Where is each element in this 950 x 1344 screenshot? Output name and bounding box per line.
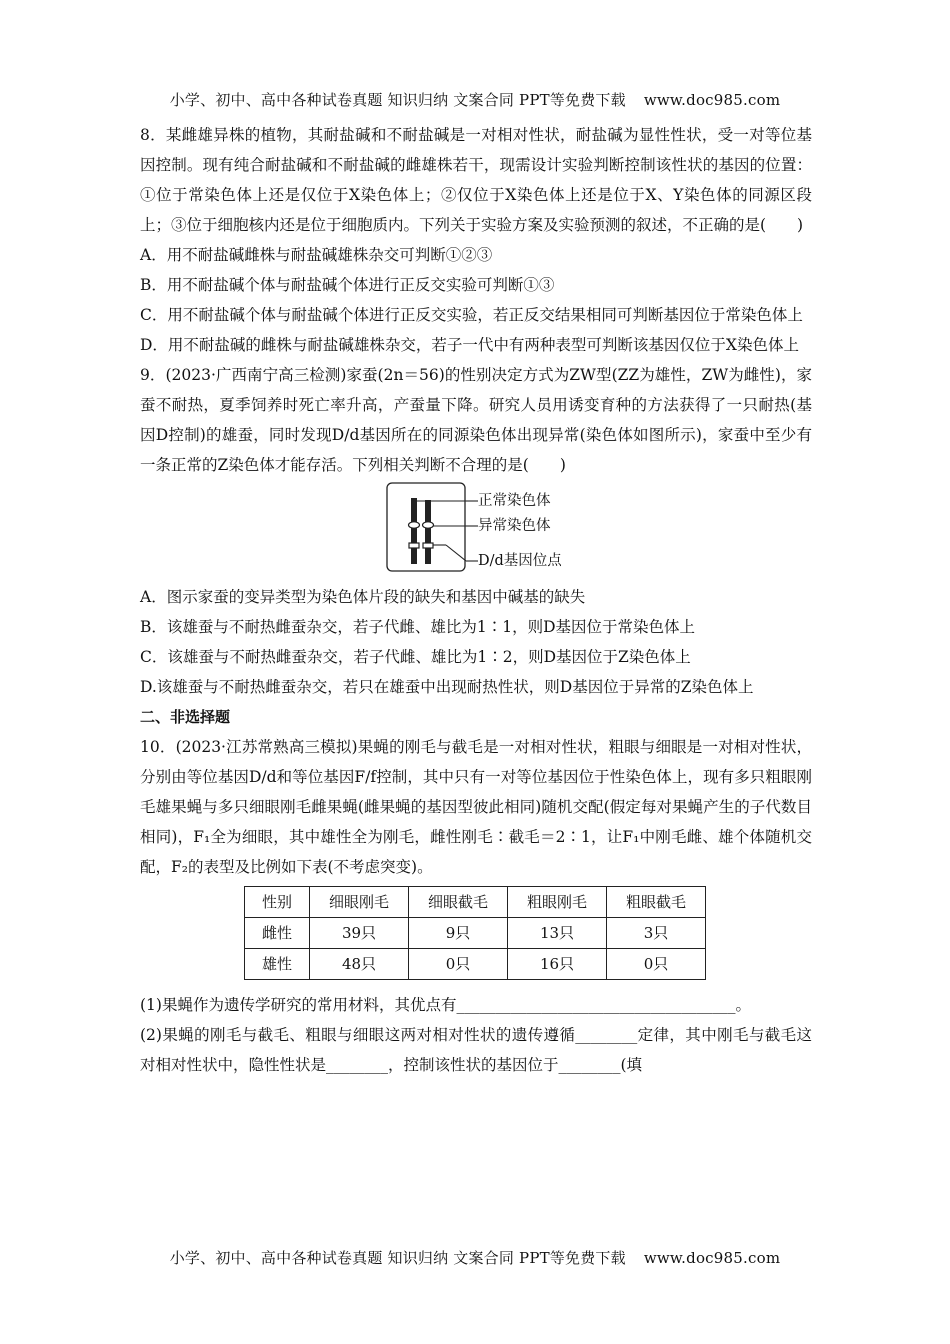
header-text: 小学、初中、高中各种试卷真题 知识归纳 文案合同 PPT等免费下载 bbox=[169, 91, 626, 109]
page-header bbox=[0, 89, 950, 110]
table-row bbox=[245, 918, 706, 949]
table-header-cell: 粗眼截毛 bbox=[607, 887, 706, 918]
label-abnormal-chromosome: 异常染色体 bbox=[478, 518, 551, 534]
abnormal-locus-band bbox=[423, 543, 433, 548]
abnormal-centromere bbox=[423, 522, 434, 528]
table-cell: 0只 bbox=[607, 949, 706, 980]
table-row bbox=[245, 949, 706, 980]
table-header-cell: 性别 bbox=[245, 887, 310, 918]
table-cell: 3只 bbox=[607, 918, 706, 949]
table-cell: 13只 bbox=[508, 918, 607, 949]
chromosome-diagram bbox=[386, 482, 466, 572]
q8-option-c: C．用不耐盐碱个体与耐盐碱个体进行正反交实验，若正反交结果相同可判断基因位于常染色体上 bbox=[140, 306, 803, 324]
q9-option-b: B．该雄蚕与不耐热雌蚕杂交，若子代雌、雄比为1∶1，则D基因位于常染色体上 bbox=[140, 618, 696, 636]
q8-option-a: A．用不耐盐碱雌株与耐盐碱雄株杂交可判断①②③ bbox=[140, 246, 493, 264]
table-header-row bbox=[245, 887, 706, 918]
q8-stem: 8．某雌雄异株的植物，其耐盐碱和不耐盐碱是一对相对性状，耐盐碱为显性性状，受一对等位基因控制。现有纯合耐盐碱和不耐盐碱的雌雄株若干，现需设计实验判断控制该性状的基因的位置：①位于常染色体上还是仅位于X染色体上；②仅位于X染色体上还是位于X、Y染色体的同源区段上；③位于细胞核内还是位于细胞质内。下列关于实验方案及实验预测的叙述，不正确的是( ) bbox=[140, 126, 812, 234]
table-cell: 雌性 bbox=[245, 918, 310, 949]
table-cell: 0只 bbox=[409, 949, 508, 980]
page-content bbox=[140, 120, 812, 1080]
q10-subquestion-2: (2)果蝇的刚毛与截毛、粗眼与细眼这两对相对性状的遗传遵循________定律，其中刚毛与截毛这对相对性状中，隐性性状是________，控制该性状的基因位于________(填 bbox=[140, 1026, 812, 1074]
q10-subquestion-1: (1)果蝇作为遗传学研究的常用材料，其优点有____________________________________。 bbox=[140, 996, 751, 1014]
q8-option-b: B．用不耐盐碱个体与耐盐碱个体进行正反交实验可判断①③ bbox=[140, 276, 555, 294]
q10-stem: 10．(2023·江苏常熟高三模拟)果蝇的刚毛与截毛是一对相对性状，粗眼与细眼是一对相对性状，分别由等位基因D/d和等位基因F/f控制，其中只有一对等位基因位于性染色体上，现有多只粗眼刚毛雄果蝇与多只细眼刚毛雌果蝇(雌果蝇的基因型彼此相同)随机交配(假定每对果蝇产生的子代数目相同)，F₁全为细眼，其中雄性全为刚毛，雌性刚毛∶截毛＝2∶1，让F₁中刚毛雌、雄个体随机交配，F₂的表型及比例如下表(不考虑突变)。 bbox=[140, 738, 812, 876]
table-header-cell: 细眼刚毛 bbox=[310, 887, 409, 918]
q9-option-c: C．该雄蚕与不耐热雌蚕杂交，若子代雌、雄比为1∶2，则D基因位于Z染色体上 bbox=[140, 648, 691, 666]
header-site: www.doc985.com bbox=[643, 91, 781, 109]
q9-stem: 9．(2023·广西南宁高三检测)家蚕(2n＝56)的性别决定方式为ZW型(ZZ为雄性，ZW为雌性)，家蚕不耐热，夏季饲养时死亡率升高，产蚕量下降。研究人员用诱变育种的方法获得了一只耐热(基因D控制)的雄蚕，同时发现D/d基因所在的同源染色体出现异常(染色体如图所示)，家蚕中至少有一条正常的Z染色体才能存活。下列相关判断不合理的是( ) bbox=[140, 366, 812, 474]
q9-option-a: A．图示家蚕的变异类型为染色体片段的缺失和基因中碱基的缺失 bbox=[140, 588, 586, 606]
page-footer bbox=[0, 1247, 950, 1268]
normal-locus-band bbox=[409, 543, 419, 548]
table-cell: 16只 bbox=[508, 949, 607, 980]
table-cell: 39只 bbox=[310, 918, 409, 949]
table-cell: 48只 bbox=[310, 949, 409, 980]
table-header-cell: 细眼截毛 bbox=[409, 887, 508, 918]
pointer-locus-b bbox=[446, 545, 466, 561]
chromosome-figure bbox=[140, 482, 812, 574]
footer-site: www.doc985.com bbox=[643, 1249, 781, 1267]
label-gene-locus: D/d基因位点 bbox=[478, 553, 562, 569]
table-cell: 9只 bbox=[409, 918, 508, 949]
table-cell: 雄性 bbox=[245, 949, 310, 980]
footer-text: 小学、初中、高中各种试卷真题 知识归纳 文案合同 PPT等免费下载 bbox=[169, 1249, 626, 1267]
normal-centromere bbox=[409, 522, 420, 528]
abnormal-chromosome bbox=[425, 500, 431, 564]
normal-chromosome bbox=[411, 498, 417, 564]
table-header-cell: 粗眼刚毛 bbox=[508, 887, 607, 918]
q8-option-d: D．用不耐盐碱的雌株与耐盐碱雄株杂交，若子一代中有两种表型可判断该基因仅位于X染色体上 bbox=[140, 336, 799, 354]
q9-option-d: D.该雄蚕与不耐热雌蚕杂交，若只在雄蚕中出现耐热性状，则D基因位于异常的Z染色体上 bbox=[140, 678, 754, 696]
label-normal-chromosome: 正常染色体 bbox=[478, 493, 551, 509]
f2-phenotype-table bbox=[244, 886, 706, 980]
section-title: 二、非选择题 bbox=[140, 708, 231, 726]
